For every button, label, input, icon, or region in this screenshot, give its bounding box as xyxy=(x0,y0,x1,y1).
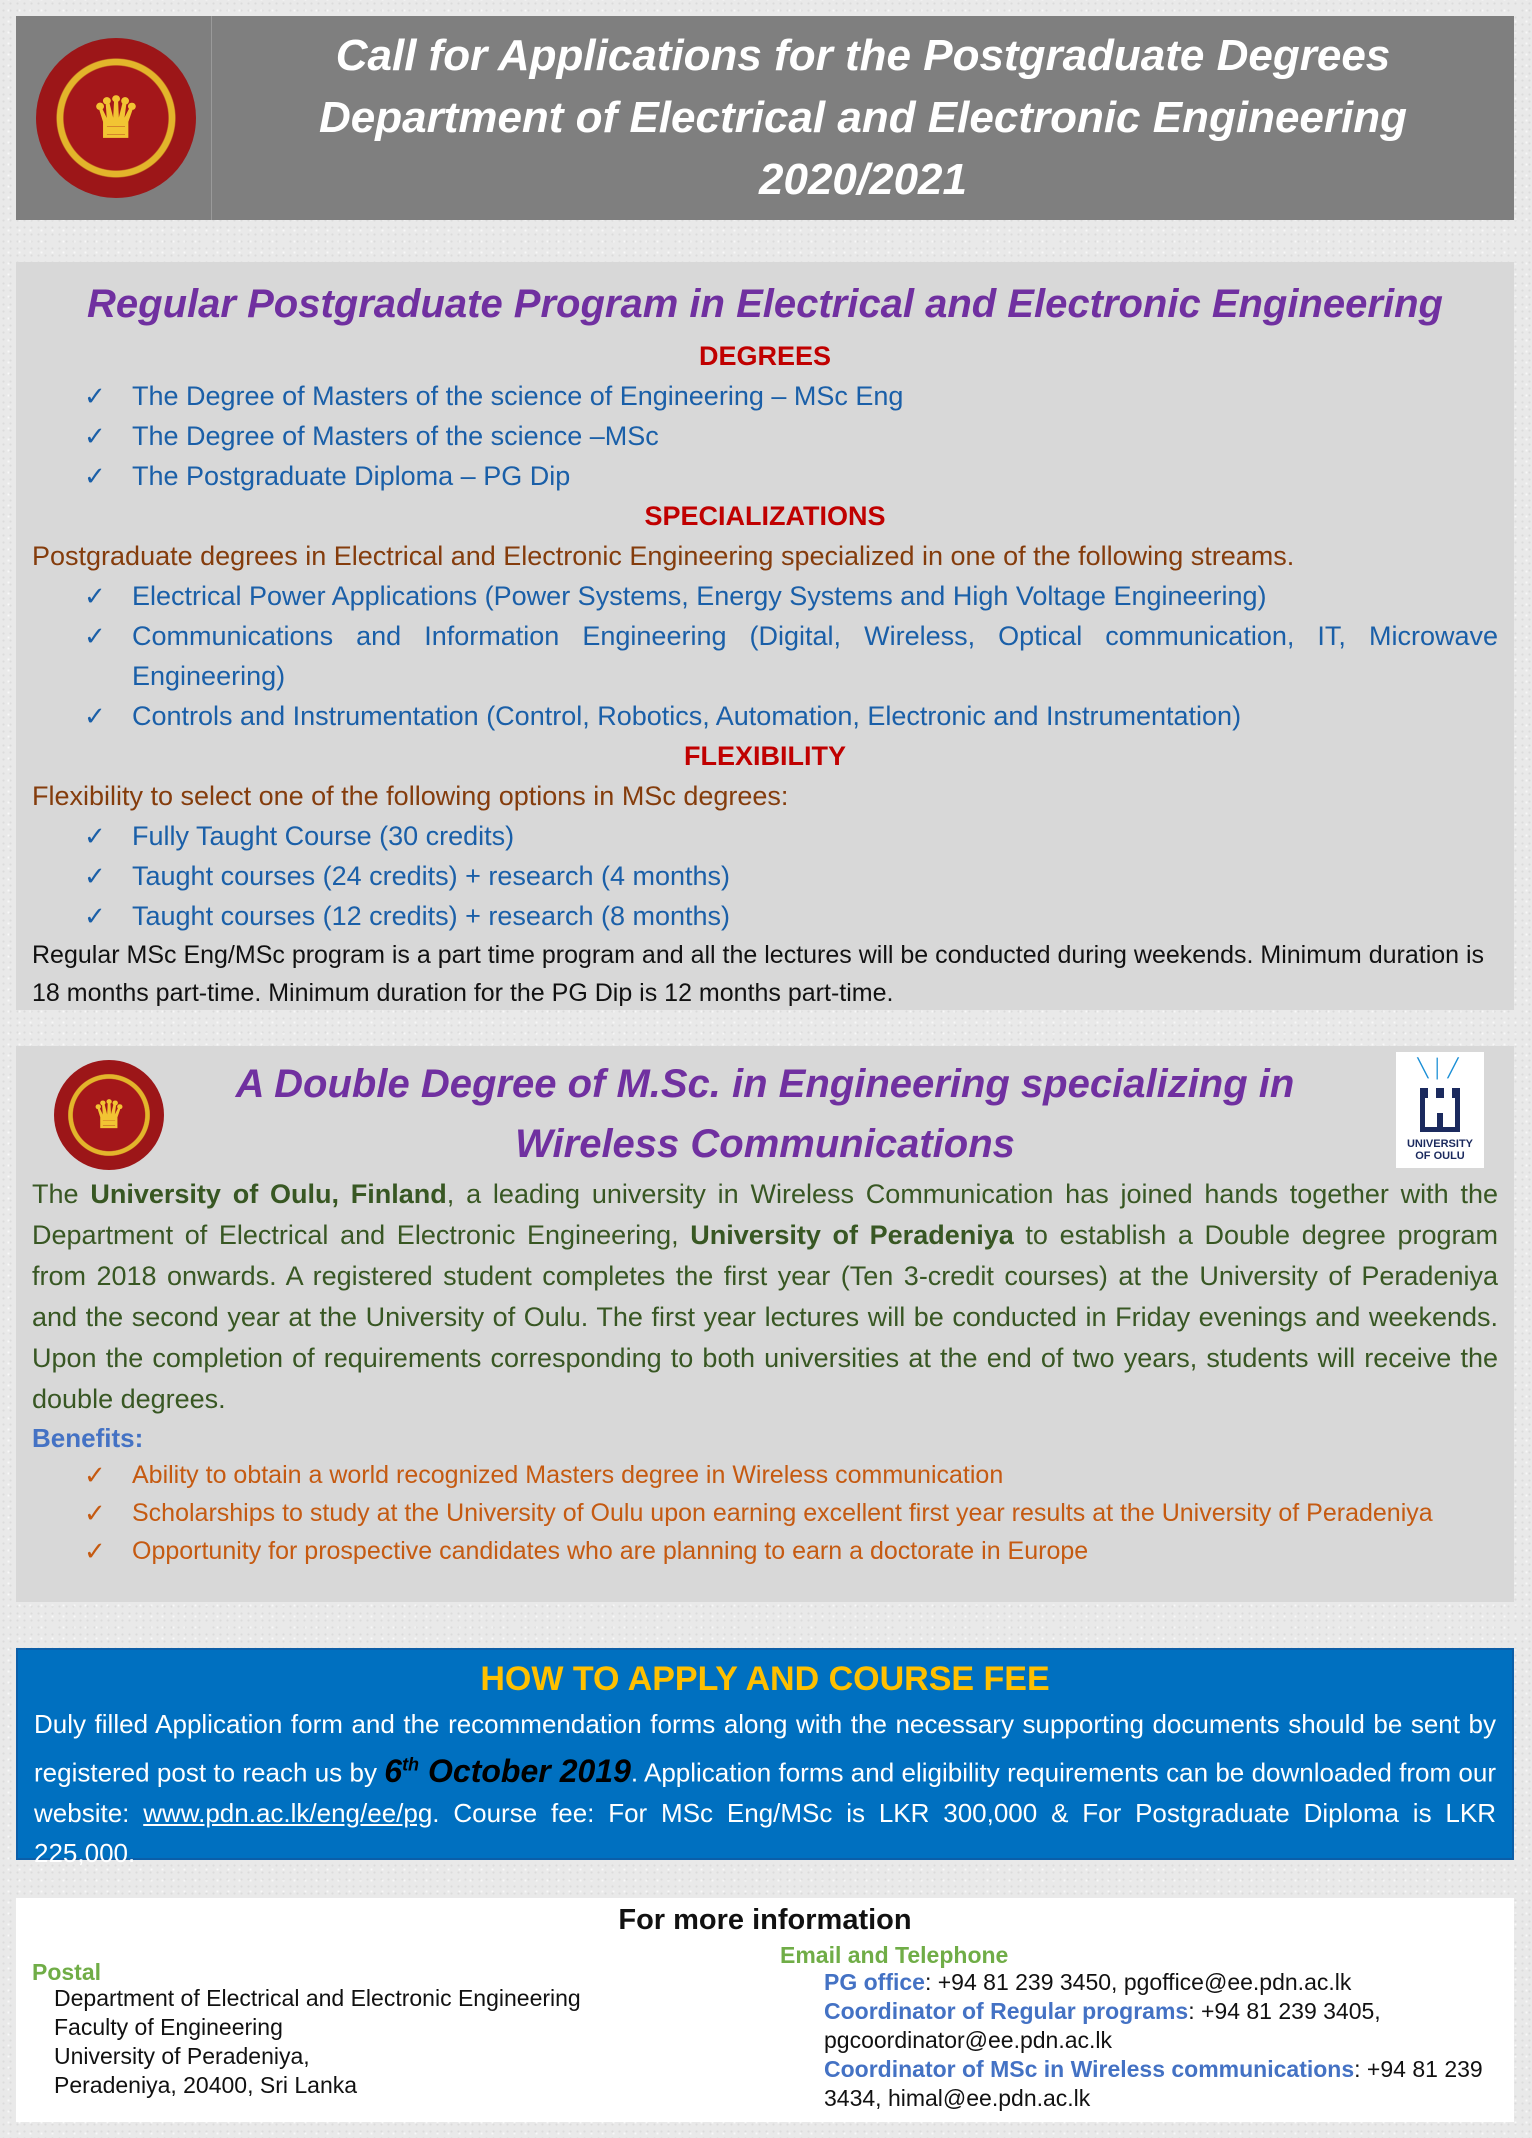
page-title-line-2: Department of Electrical and Electronic Engineering xyxy=(318,93,1408,142)
list-item: ✓ Controls and Instrumentation (Control, Robotics, Automation, Electronic and Instrumentation) xyxy=(32,696,1498,736)
regular-program-title: Regular Postgraduate Program in Electrical and Electronic Engineering xyxy=(87,282,1443,326)
benefits-heading: Benefits: xyxy=(32,1423,144,1453)
list-item: ✓ Fully Taught Course (30 credits) xyxy=(32,816,1498,856)
double-degree-title-row xyxy=(32,1054,1498,1174)
list-item: ✓ Taught courses (24 credits) + research (4 months) xyxy=(32,856,1498,896)
list-item: ✓ Scholarships to study at the University of Oulu upon earning excellent first year results at the University of Peradeniya xyxy=(32,1494,1498,1532)
pg-office-contact: PG office: +94 81 239 3450, pgoffice@ee.pdn.ac.lk xyxy=(824,1969,1352,1995)
how-to-apply-title: HOW TO APPLY AND COURSE FEE xyxy=(480,1660,1050,1698)
specializations-intro: Postgraduate degrees in Electrical and Electronic Engineering specialized in one of the following streams. xyxy=(32,541,1295,571)
check-icon: ✓ xyxy=(84,701,106,731)
check-icon: ✓ xyxy=(84,381,106,411)
check-icon: ✓ xyxy=(84,1460,106,1490)
check-icon: ✓ xyxy=(84,621,106,651)
check-icon: ✓ xyxy=(84,461,106,491)
check-icon: ✓ xyxy=(84,901,106,931)
university-of-oulu-logo: ╲│╱ UNIVERSITY OF OULU xyxy=(1396,1052,1484,1168)
list-item: ✓ The Degree of Masters of the science of Engineering – MSc Eng xyxy=(32,376,1498,416)
flexibility-list xyxy=(32,816,1498,936)
header-titles xyxy=(212,16,1514,220)
university-seal-logo xyxy=(36,38,196,198)
list-item: ✓ Electrical Power Applications (Power Systems, Energy Systems and High Voltage Engineering) xyxy=(32,576,1498,616)
flexibility-intro: Flexibility to select one of the following options in MSc degrees: xyxy=(32,781,789,811)
university-seal-logo xyxy=(54,1060,164,1170)
page-title-year: 2020/2021 xyxy=(759,155,967,204)
double-degree-title: A Double Degree of M.Sc. in Engineering specializing in Wireless Communications xyxy=(235,1062,1295,1166)
program-duration-note: Regular MSc Eng/MSc program is a part time program and all the lectures will be conducted during weekends. Minimum duration is 18 months part-time. Minimum duration for the PG Dip is 12 months part-time. xyxy=(32,941,1485,1007)
email-telephone-heading: Email and Telephone xyxy=(780,1942,1009,1968)
peradeniya-name: University of Peradeniya xyxy=(690,1220,1014,1250)
check-icon: ✓ xyxy=(84,1536,106,1566)
flexibility-heading: FLEXIBILITY xyxy=(684,741,846,771)
check-icon: ✓ xyxy=(84,821,106,851)
rays-icon: ╲│╱ xyxy=(1417,1058,1463,1078)
lion-icon: ♛ xyxy=(91,1094,127,1137)
how-to-apply-section xyxy=(16,1648,1514,1868)
list-item: ✓ Ability to obtain a world recognized Masters degree in Wireless communication xyxy=(32,1456,1498,1494)
degrees-heading: DEGREES xyxy=(698,341,832,371)
degrees-list xyxy=(32,376,1498,496)
contact-section xyxy=(16,1898,1514,2122)
specializations-heading: SPECIALIZATIONS xyxy=(644,501,886,531)
list-item: ✓ The Degree of Masters of the science –MSc xyxy=(32,416,1498,456)
specializations-list xyxy=(32,576,1498,736)
benefits-list xyxy=(32,1456,1498,1570)
double-degree-description: The University of Oulu, Finland, a leading university in Wireless Communication has joined hands together with the Department of Electrical and Electronic Engineering, University of Peradeniya to establish a Double degree program from 2018 onwards. A registered student completes the first year (Ten 3-credit courses) at the University of Peradeniya and the second year at the University of Oulu. The first year lectures will be conducted in Friday evenings and weekends. Upon the completion of requirements corresponding to both universities at the end of two years, students will receive the double degrees. xyxy=(32,1179,1499,1414)
how-to-apply-text: Duly filled Application form and the recommendation forms along with the necessary supporting documents should be sent by registered post to reach us by 6th October 2019. Application forms and eligibility requirements can be downloaded from our website: www.pdn.ac.lk/eng/ee/pg. Course fee: For MSc Eng/MSc is LKR 300,000 & For Postgraduate Diploma is LKR 225,000. xyxy=(34,1709,1496,1868)
header-banner xyxy=(16,16,1514,220)
castle-icon xyxy=(1420,1096,1460,1132)
check-icon: ✓ xyxy=(84,1498,106,1528)
postal-heading: Postal xyxy=(32,1959,102,1985)
email-telephone-details xyxy=(824,1968,1504,2113)
list-item: ✓ Opportunity for prospective candidates who are planning to earn a doctorate in Europe xyxy=(32,1532,1498,1570)
check-icon: ✓ xyxy=(84,421,106,451)
oulu-name: University of Oulu, Finland xyxy=(90,1179,447,1209)
page-title-line-1: Call for Applications for the Postgraduate Degrees xyxy=(335,31,1391,80)
double-degree-section xyxy=(16,1046,1514,1602)
more-info-heading: For more information xyxy=(618,1904,912,1936)
check-icon: ✓ xyxy=(84,581,106,611)
regular-program-section xyxy=(16,262,1514,1010)
postal-address: Department of Electrical and Electronic Engineering Faculty of Engineering University of Peradeniya, Peradeniya, 20400, Sri Lanka xyxy=(54,1985,581,2098)
wireless-coordinator-contact: Coordinator of MSc in Wireless communications: +94 81 239 3434, himal@ee.pdn.ac.lk xyxy=(824,2056,1483,2111)
check-icon: ✓ xyxy=(84,861,106,891)
list-item: ✓ Taught courses (12 credits) + research (8 months) xyxy=(32,896,1498,936)
lion-icon: ♛ xyxy=(90,86,142,149)
list-item: ✓ Communications and Information Engineering (Digital, Wireless, Optical communication, IT, Microwave Engineering) xyxy=(32,616,1498,696)
list-item: ✓ The Postgraduate Diploma – PG Dip xyxy=(32,456,1498,496)
deadline-date: 6th October 2019 xyxy=(384,1752,631,1789)
website-link[interactable]: www.pdn.ac.lk/eng/ee/pg xyxy=(143,1797,433,1828)
header-logo-cell xyxy=(16,16,212,220)
regular-coordinator-contact: Coordinator of Regular programs: +94 81 239 3405, pgcoordinator@ee.pdn.ac.lk xyxy=(824,1998,1381,2053)
